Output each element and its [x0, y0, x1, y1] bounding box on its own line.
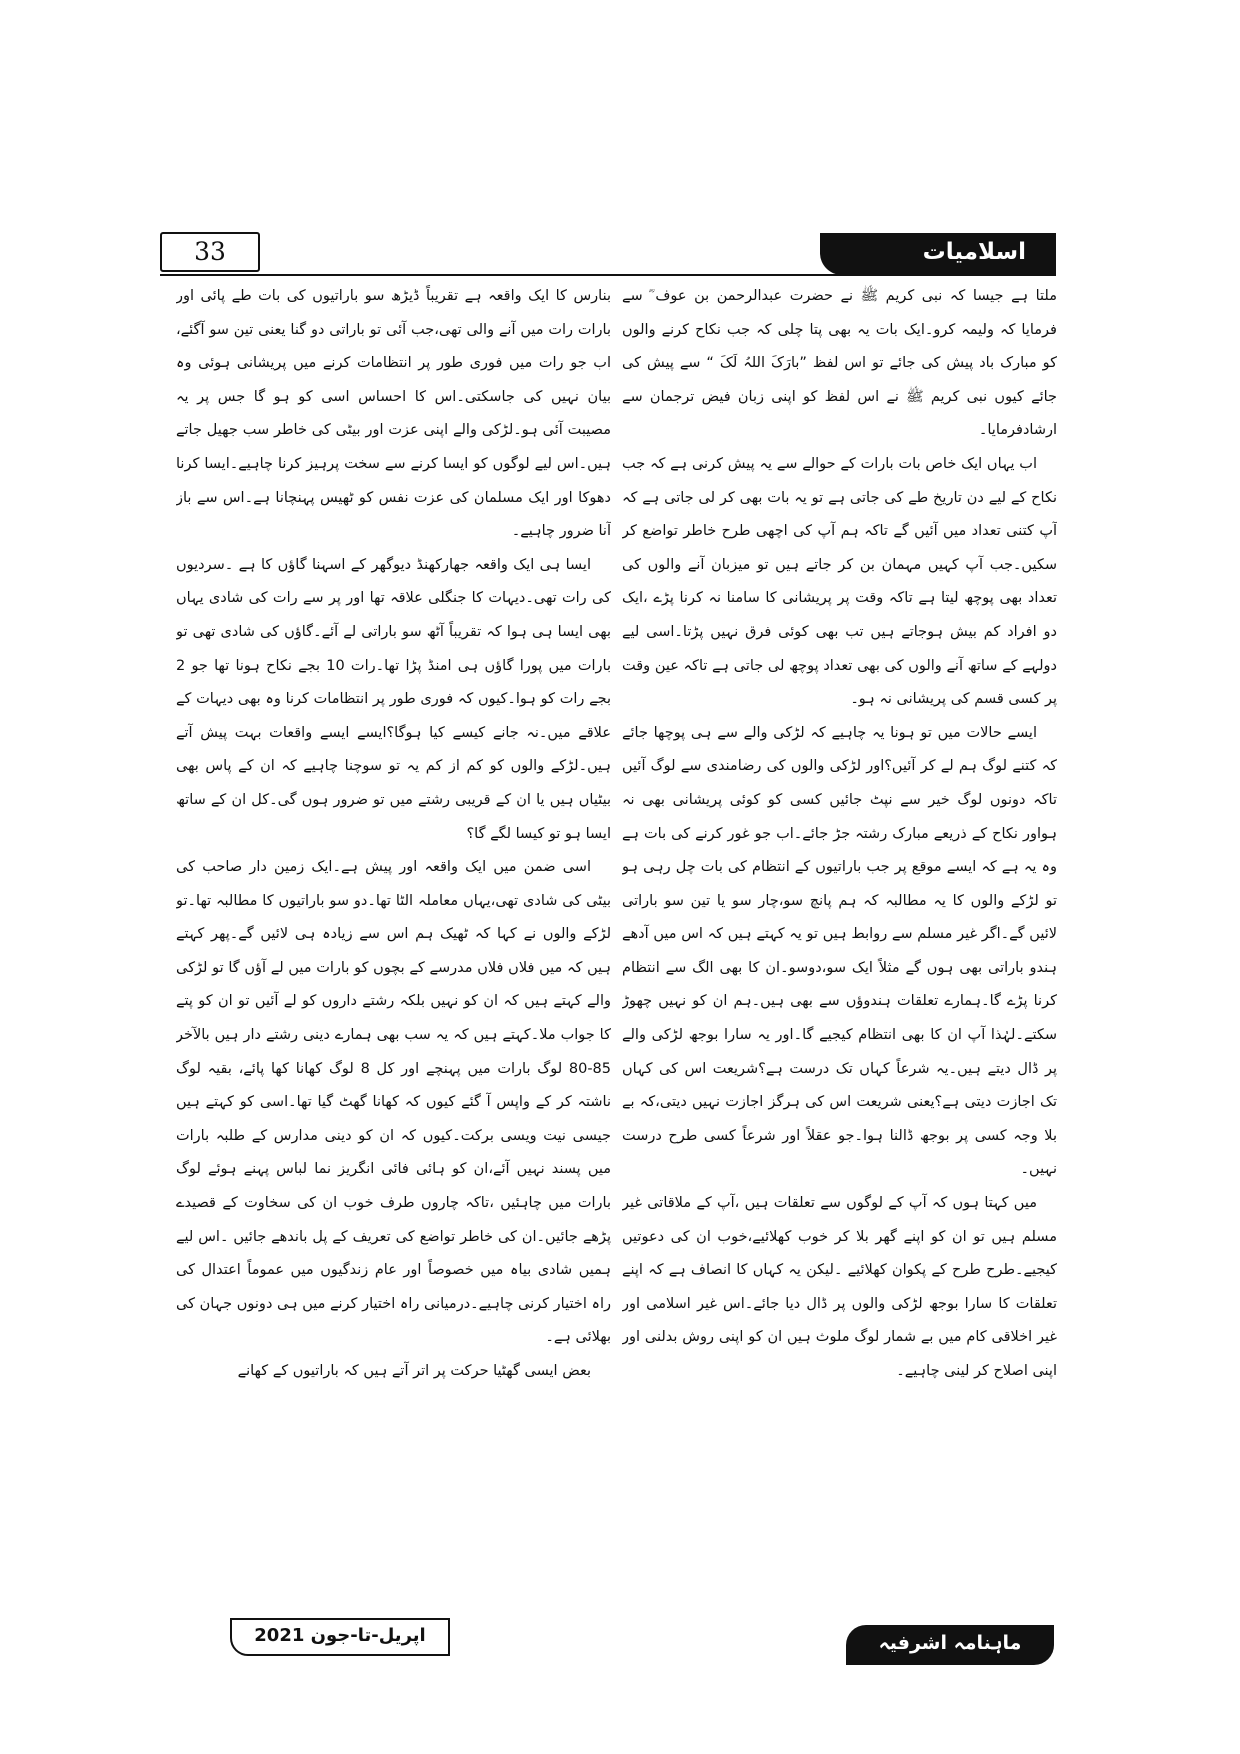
paragraph: ایسا ہی ایک واقعہ جھارکھنڈ دیوگھر کے اسہنا گاؤں کا ہے ۔سردیوں کی رات تھی۔دیہات کا جنگلی علاقہ تھا اور پر سے رات کی شادی یہاں بھی ایسا ہی ہوا کہ تقریباً آٹھ سو باراتی لے آئے۔گاؤں کی شادی تھی تو بارات میں پورا گاؤں ہی امنڈ پڑا تھا۔رات 10 بجے نکاح ہونا تھا جو 2 بجے رات کو ہوا۔کیوں کہ فوری طور پر انتظامات کرنا وہ بھی دیہات کے علاقے میں۔نہ جانے کیسے کیا ہوگا؟ایسے ایسے واقعات بہت پیش آتے ہیں۔لڑکے والوں کو کم از کم یہ تو سوچنا چاہیے کہ ان کے پاس بھی بیٹیاں ہیں یا ان کے قریبی رشتے میں تو ضرور ہوں گی۔کل ان کے ساتھ ایسا ہو تو کیسا لگے گا؟: [176, 556, 611, 842]
magazine-name-banner: [846, 1625, 1054, 1665]
section-title-banner: [820, 233, 1056, 275]
paragraph: ایسے حالات میں تو ہونا یہ چاہیے کہ لڑکی والے سے ہی پوچھا جائے کہ کتنے لوگ ہم لے کر آئیں؟اور لڑکی والوں کی رضامندی سے لوگ آئیں تاکہ دونوں لوگ خیر سے نپٹ جائیں کسی کو کوئی پریشانی بھی نہ ہواور نکاح کے ذریعے مبارک رشتہ جڑ جائے۔اب جو غور کرنے کی بات ہے وہ یہ ہے کہ ایسے موقع پر جب باراتیوں کے انتظام کی بات چل رہی ہو تو لڑکے والوں کا یہ مطالبہ کہ ہم پانچ سو،چار سو یا تین سو باراتی لائیں گے۔اگر غیر مسلم سے روابط ہیں تو یہ کہتے ہیں کہ اس میں آدھے ہندو باراتی بھی ہوں گے مثلاً ایک سو،دوسو۔ان کا بھی الگ سے انتظام کرنا پڑے گا۔ہمارے تعلقات ہندوؤں سے بھی ہیں۔ہم ان کو نہیں چھوڑ سکتے۔لہٰذا آپ ان کا بھی انتظام کیجیے گا۔اور یہ سارا بوجھ لڑکی والے پر ڈال دیتے ہیں۔یہ شرعاً کہاں تک درست ہے؟شریعت اس کی کہاں تک اجازت دیتی ہے؟یعنی شریعت اس کی ہرگز اجازت نہیں دیتی،کہ بے بلا وجہ کسی پر بوجھ ڈالنا ہوا۔جو عقلاً اور شرعاً کسی طرح درست نہیں۔: [622, 724, 1057, 1178]
section-title: اسلامیات: [922, 239, 1026, 265]
paragraph: بنارس کا ایک واقعہ ہے تقریباً ڈیڑھ سو باراتیوں کی بات طے پائی اور بارات رات میں آنے والی تھی،جب آئی تو باراتی دو گنا یعنی تین سو آگئے، اب جو رات میں فوری طور پر انتظامات کرنے میں پریشانی ہوئی وہ بیان نہیں کی جاسکتی۔اس کا احساس اسی کو ہو گا جس پر یہ مصیبت آئی ہو۔لڑکی والے اپنی عزت اور بیٹی کی خاطر سب جھیل جاتے ہیں۔اس لیے لوگوں کو ایسا کرنے سے سخت پرہیز کرنا چاہیے۔ایسا کرنا دھوکا اور ایک مسلمان کی عزت نفس کو ٹھیس پہنچانا ہے۔اس سے باز آنا ضرور چاہیے۔: [176, 288, 611, 540]
page-number-box: [160, 232, 260, 272]
article-column-left: [176, 280, 611, 1605]
page-number: 33: [194, 237, 226, 266]
issue-date: اپریل-تا-جون 2021: [254, 1625, 426, 1646]
paragraph: اسی ضمن میں ایک واقعہ اور پیش ہے۔ایک زمین دار صاحب کی بیٹی کی شادی تھی،یہاں معاملہ الٹا تھا۔دو سو باراتیوں کا مطالبہ تھا۔تو لڑکے والوں نے کہا کہ ٹھیک ہم اس سے زیادہ ہی لائیں گے۔پھر کہتے ہیں کہ میں فلاں فلاں مدرسے کے بچوں کو بارات میں لے آؤں گا تو لڑکی والے کہتے ہیں کہ ان کو نہیں بلکہ رشتے داروں کو لے آئیں تو ان کو پتے کا جواب ملا۔کہتے ہیں کہ یہ سب بھی ہمارے دینی رشتے دار ہیں بالآخر 85-80 لوگ بارات میں پہنچے اور کل 8 لوگ کھانا کھا پائے، بقیہ لوگ ناشتہ کر کے واپس آ گئے کیوں کہ کھانا گھٹ گیا تھا۔اسی کو کہتے ہیں جیسی نیت ویسی برکت۔کیوں کہ ان کو دینی مدارس کے طلبہ بارات میں پسند نہیں آئے،ان کو ہائی فائی انگریز نما لباس پہنے ہوئے لوگ بارات میں چاہئیں ،تاکہ چاروں طرف خوب ان کی سخاوت کے قصیدے پڑھے جائیں۔ان کی خاطر تواضع کی تعریف کے پل باندھے جائیں ۔اس لیے ہمیں شادی بیاہ میں خصوصاً اور عام زندگیوں میں عموماً اعتدال کی راہ اختیار کرنی چاہیے۔درمیانی راہ اختیار کرنے میں ہی دونوں جہان کی بھلائی ہے۔: [176, 859, 611, 1346]
magazine-name: ماہنامہ اشرفیہ: [878, 1632, 1022, 1654]
article-column-right: [622, 280, 1057, 1605]
issue-date-box: [230, 1618, 450, 1656]
paragraph: ملتا ہے جیسا کہ نبی کریم ﷺ نے حضرت عبدالرحمن بن عوف ؓ سے فرمایا کہ ولیمہ کرو۔ایک بات یہ بھی پتا چلی کہ جب نکاح کرنے والوں کو مبارک باد پیش کی جائے تو اس لفظ ”بارَکَ اللہُ لَکَ “ سے پیش کی جائے کیوں نبی کریم ﷺ نے اس لفظ کو اپنی زبان فیض ترجمان سے ارشادفرمایا۔: [622, 288, 1057, 439]
paragraph: میں کہتا ہوں کہ آپ کے لوگوں سے تعلقات ہیں ،آپ کے ملاقاتی غیر مسلم ہیں تو ان کو اپنے گھر بلا کر خوب کھلائیے،خوب ان کی دعوتیں کیجیے۔طرح طرح کے پکوان کھلائیے ۔لیکن یہ کہاں کا انصاف ہے کہ اپنے تعلقات کا سارا بوجھ لڑکی والوں پر ڈال دیا جائے۔اس غیر اسلامی اور غیر اخلاقی کام میں بے شمار لوگ ملوث ہیں ان کو اپنی روش بدلنی اور اپنی اصلاح کر لینی چاہیے۔: [622, 1195, 1057, 1379]
paragraph: اب یہاں ایک خاص بات بارات کے حوالے سے یہ پیش کرنی ہے کہ جب نکاح کے لیے دن تاریخ طے کی جاتی ہے تو یہ بات بھی کر لی جاتی ہے کہ آپ کتنی تعداد میں آئیں گے تاکہ ہم آپ کی اچھی طرح خاطر تواضع کر سکیں۔جب آپ کہیں مہمان بن کر جاتے ہیں تو میزبان آنے والوں کی تعداد بھی پوچھ لیتا ہے تاکہ وقت پر پریشانی کا سامنا نہ کرنا پڑے ،ایک دو افراد کم بیش ہوجاتے ہیں تب بھی کوئی فرق نہیں پڑتا۔اسی لیے دولہے کے ساتھ آنے والوں کی بھی تعداد پوچھ لی جاتی ہے تاکہ عین وقت پر کسی قسم کی پریشانی نہ ہو۔: [622, 455, 1057, 708]
paragraph: بعض ایسی گھٹیا حرکت پر اتر آتے ہیں کہ باراتیوں کے کھانے: [237, 1363, 591, 1379]
header-divider: [160, 274, 1056, 276]
